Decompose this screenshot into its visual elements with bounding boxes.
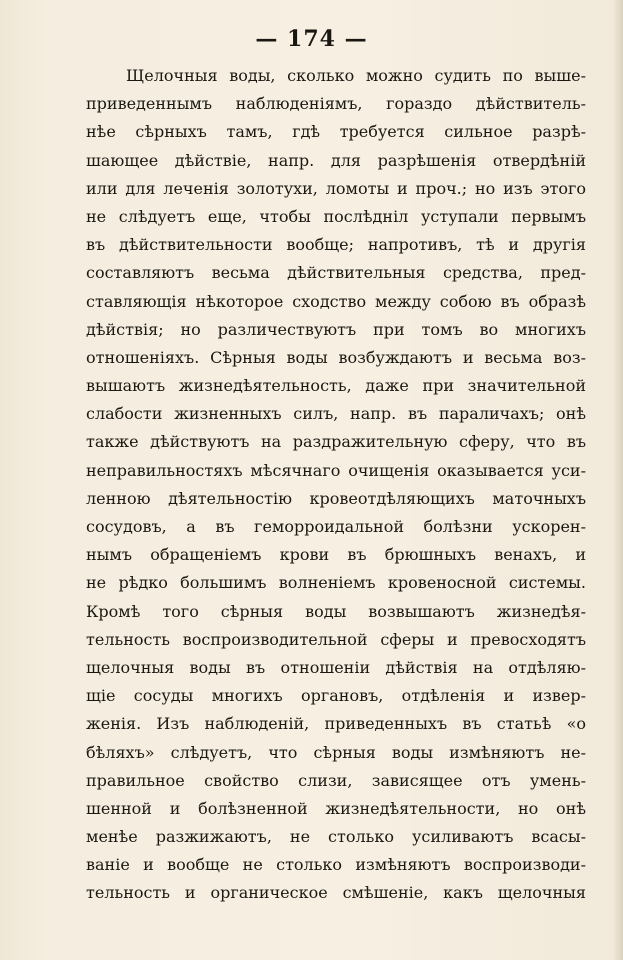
text-line: сосудовъ, а въ геморроидальной болѣзни ускорен- xyxy=(86,517,586,536)
text-line: дѣйствія; но различествуютъ при томъ во многихъ xyxy=(86,319,586,339)
text-line: шающее дѣйствіе, напр. для разрѣшенія отвердѣній xyxy=(86,150,586,170)
text-line: нымъ обращеніемъ крови въ брюшныхъ венахъ, и xyxy=(86,545,586,565)
page-number: — 174 — xyxy=(255,26,368,52)
text-line: не слѣдуетъ еще, чтобы послѣдніл уступали первымъ xyxy=(86,206,586,226)
text-line: не рѣдко большимъ волненіемъ кровеносной системы. xyxy=(86,573,586,593)
text-line: ваніе и вообще не столько измѣняютъ воспроизводи- xyxy=(86,855,586,875)
text-line: вышаютъ жизнедѣятельность, даже при значительной xyxy=(86,376,586,396)
text-line: ленною дѣятельностію кровеотдѣляющихъ маточныхъ xyxy=(86,488,586,508)
text-line: щіе сосуды многихъ органовъ, отдѣленія и извер- xyxy=(86,686,586,706)
text-line: щелочныя воды въ отношеніи дѣйствія на отдѣляю- xyxy=(86,657,586,677)
text-line: шенной и болѣзненной жизнедѣятельности, но онѣ xyxy=(86,798,586,818)
text-line: правильное свойство слизи, зависящее отъ умень- xyxy=(86,770,586,790)
text-line: въ дѣйствительности вообще; напротивъ, тѣ и другія xyxy=(86,235,586,255)
text-line: тельность воспроизводительной сферы и превосходятъ xyxy=(86,629,586,649)
text-line: или для леченія золотухи, ломоты и проч.; но изъ этого xyxy=(86,178,586,198)
text-line: приведеннымъ наблюденіямъ, гораздо дѣйствитель- xyxy=(86,94,586,114)
text-line: Кромѣ того сѣрныя воды возвышаютъ жизнедѣя- xyxy=(86,601,586,621)
text-line: Щелочныя воды, сколько можно судить по выше- xyxy=(126,66,586,85)
text-line: нѣе сѣрныхъ тамъ, гдѣ требуется сильное разрѣ- xyxy=(86,122,586,142)
page-edge-shadow xyxy=(613,0,623,960)
text-line: отношеніяхъ. Сѣрныя воды возбуждаютъ и весьма воз- xyxy=(86,347,586,367)
text-line: слабости жизненныхъ силъ, напр. въ параличахъ; онѣ xyxy=(86,404,586,424)
text-line: неправильностяхъ мѣсячнаго очищенія оказывается уси- xyxy=(86,460,586,480)
text-line: бѣляхъ» слѣдуетъ, что сѣрныя воды измѣняютъ не- xyxy=(86,742,586,762)
text-line: также дѣйствуютъ на раздражительную сферу, что въ xyxy=(86,432,586,452)
text-line: составляютъ весьма дѣйствительныя средства, пред- xyxy=(86,263,586,283)
text-line: менѣе разжижаютъ, не столько усиливаютъ всасы- xyxy=(86,827,586,847)
body-text xyxy=(86,62,586,908)
text-line: женія. Изъ наблюденій, приведенныхъ въ статьѣ «о xyxy=(86,714,586,734)
text-line: тельность и органическое смѣшеніе, какъ щелочныя xyxy=(86,883,586,903)
text-line: ставляющія нѣкоторое сходство между собою въ образѣ xyxy=(86,291,586,311)
